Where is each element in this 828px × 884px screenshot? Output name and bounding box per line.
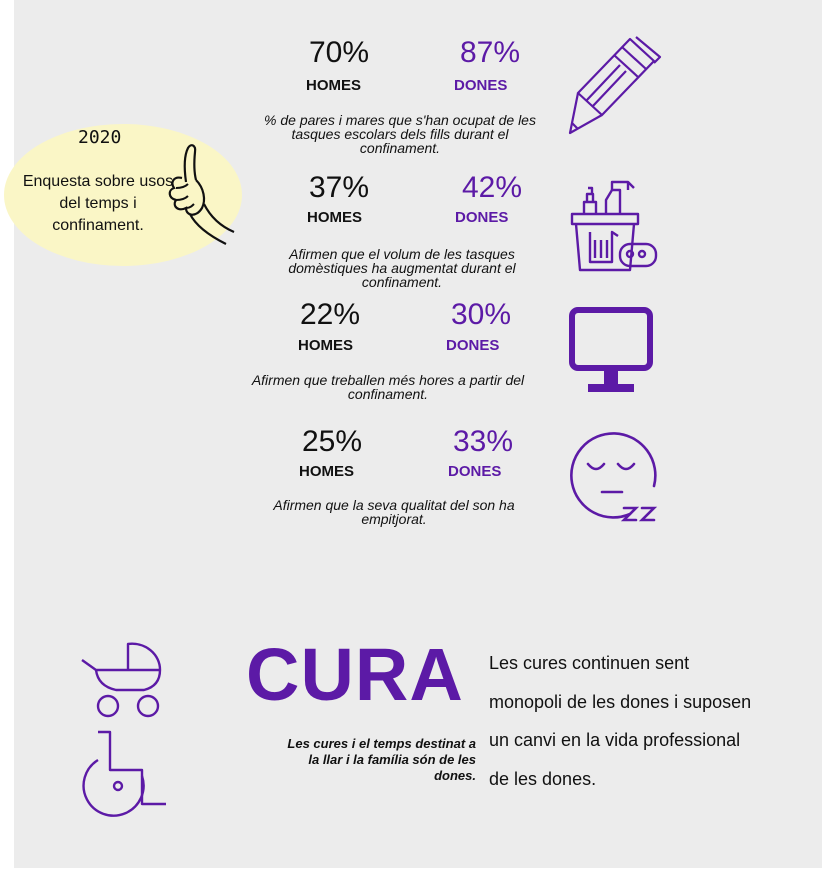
stat-3-women-percent: 30%: [451, 298, 512, 331]
stat-2-description: Afirmen que el volum de les tasques domèstiques ha augmentat durant el confinament.: [288, 246, 516, 290]
survey-title: Enquesta sobre usos del temps i confinament.: [22, 173, 174, 234]
stat-1-women-label: DONES: [454, 77, 508, 94]
pencil-icon: [566, 35, 662, 137]
stat-4-description: Afirmen que la seva qualitat del son ha empitjorat.: [273, 497, 515, 527]
stat-1-men-label: HOMES: [306, 77, 362, 94]
stat-2-women-percent: 42%: [462, 171, 523, 204]
cura-title: CURA: [246, 633, 464, 716]
baby-stroller-icon: [80, 640, 164, 720]
stat-1-description: % de pares i mares que s'han ocupat de les tasques escolars dels fills durant el confinament.: [264, 112, 536, 156]
stat-3-men-label: HOMES: [298, 337, 354, 354]
stat-2-men-percent: 37%: [309, 171, 370, 204]
sleeping-face-icon: [566, 430, 666, 526]
stat-4-men-percent: 25%: [302, 425, 363, 458]
wheelchair-icon: [84, 730, 170, 820]
stat-3-women-label: DONES: [446, 337, 500, 354]
pointing-hand-icon: [160, 138, 240, 248]
cura-text: Les cures continuen sent monopoli de les dones i suposen un canvi en la vida professional de les dones.: [489, 653, 752, 789]
cleaning-supplies-icon: [566, 178, 662, 274]
cura-subtitle: Les cures i el temps destinat a la llar i la família són de les dones.: [287, 736, 476, 783]
stat-1-men-percent: 70%: [309, 36, 370, 69]
monitor-icon: [568, 306, 654, 396]
stat-2-men-label: HOMES: [307, 209, 363, 226]
stat-1-women-percent: 87%: [460, 36, 521, 69]
stat-3-description: Afirmen que treballen més hores a partir del confinament.: [251, 372, 525, 402]
stat-4-men-label: HOMES: [299, 463, 355, 480]
stat-2-women-label: DONES: [455, 209, 509, 226]
stat-4-women-percent: 33%: [453, 425, 514, 458]
survey-year: 2020: [78, 127, 122, 148]
stat-4-women-label: DONES: [448, 463, 502, 480]
stat-3-men-percent: 22%: [300, 298, 361, 331]
